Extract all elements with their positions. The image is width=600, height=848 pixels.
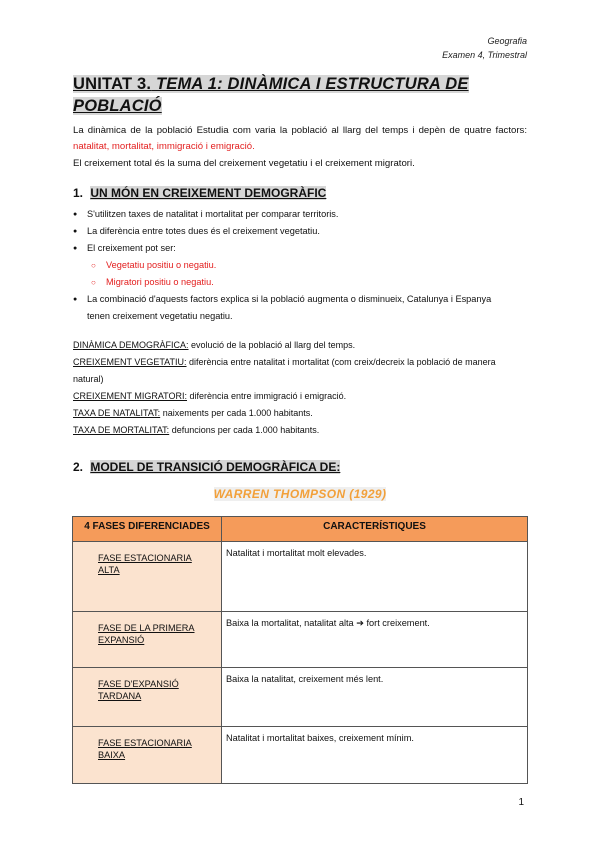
- intro-factors: natalitat, mortalitat, immigració i emigració.: [73, 141, 255, 152]
- section2-number: 2.: [73, 460, 84, 474]
- model-author-text: WARREN THOMPSON (1929): [213, 487, 387, 501]
- section1-heading: [73, 186, 326, 200]
- intro-total: El creixement total és la suma del creixement vegetatiu i el creixement migratori.: [73, 158, 415, 169]
- intro-text: La dinàmica de la població Estudia com varia la població al llarg del temps i depèn de quatre factors:: [73, 125, 527, 136]
- phase-cell: [73, 612, 222, 668]
- phases-table: [72, 516, 528, 784]
- section2-heading: [73, 460, 340, 474]
- table-row: [73, 612, 528, 668]
- header-exam: Examen 4, Trimestral: [442, 50, 527, 60]
- definition-item: [73, 405, 527, 422]
- definition-item: [73, 422, 527, 439]
- definition-text: naixements per cada 1.000 habitants.: [160, 408, 313, 418]
- definition-text: diferència entre immigració i emigració.: [187, 391, 347, 401]
- desc-cell: Baixa la mortalitat, natalitat alta ➔ fort creixement.: [222, 612, 528, 668]
- definition-item: [73, 337, 527, 354]
- table-row: [73, 668, 528, 727]
- phase-name: FASE ESTACIONARIA BAIXA: [98, 738, 192, 760]
- page-number: 1: [518, 797, 524, 808]
- table-row: [73, 727, 528, 784]
- definition-item: [73, 388, 527, 405]
- section1-bullets: [73, 206, 527, 325]
- definition-term: TAXA DE NATALITAT:: [73, 408, 161, 418]
- phase-name: FASE D'EXPANSIÓ TARDANA: [98, 679, 179, 701]
- definition-term: DINÀMICA DEMOGRÀFICA:: [73, 340, 189, 350]
- header-subject: Geografia: [487, 36, 527, 46]
- section2-title: MODEL DE TRANSICIÓ DEMOGRÀFICA DE:: [90, 460, 341, 474]
- definition-term: TAXA DE MORTALITAT:: [73, 425, 170, 435]
- section1-number: 1.: [73, 186, 84, 200]
- list-item: ● El creixement pot ser:: [73, 240, 527, 257]
- table-header-row: [73, 517, 528, 542]
- phase-cell: [73, 727, 222, 784]
- phase-cell: [73, 542, 222, 612]
- desc-cell: Natalitat i mortalitat baixes, creixement mínim.: [222, 727, 528, 784]
- phase-name: FASE DE LA PRIMERA EXPANSIÓ: [98, 623, 195, 645]
- title-topic-end: POBLACIÓ: [73, 97, 162, 115]
- model-author: [0, 487, 600, 501]
- definition-text: evolució de la població al llarg del temps.: [188, 340, 356, 350]
- sub-list-item: ○ Vegetatiu positiu o negatiu.: [73, 257, 527, 274]
- definition-item: [73, 354, 527, 388]
- phase-name: FASE ESTACIONARIA ALTA: [98, 553, 192, 575]
- list-item: ● S'utilitzen taxes de natalitat i mortalitat per comparar territoris.: [73, 206, 527, 223]
- table-header-characteristics: CARACTERÍSTIQUES: [222, 517, 528, 542]
- intro-paragraph: [73, 123, 527, 155]
- table-row: [73, 542, 528, 612]
- desc-cell: Natalitat i mortalitat molt elevades.: [222, 542, 528, 612]
- definitions: [73, 337, 527, 439]
- sub-list-item: ○ Migratori positiu o negatiu.: [73, 274, 527, 291]
- definition-term: CREIXEMENT MIGRATORI:: [73, 391, 188, 401]
- page-title: [73, 73, 527, 117]
- definition-term: CREIXEMENT VEGETATIU:: [73, 357, 187, 367]
- title-unit: UNITAT 3.: [73, 75, 152, 93]
- section1-title: UN MÓN EN CREIXEMENT DEMOGRÀFIC: [90, 186, 327, 200]
- list-item: ● La diferència entre totes dues és el creixement vegetatiu.: [73, 223, 527, 240]
- definition-text: defuncions per cada 1.000 habitants.: [169, 425, 320, 435]
- table-header-phases: 4 FASES DIFERENCIADES: [73, 517, 222, 542]
- list-item: ● La combinació d'aquests factors explica si la població augmenta o disminueix, Catalunya i Espanya tenen creixement vegetatiu negatiu.: [73, 291, 527, 325]
- definition-text: diferència entre natalitat i mortalitat (com creix/decreix la població de manera natural): [73, 357, 496, 384]
- title-topic: TEMA 1: DINÀMICA I ESTRUCTURA DE: [155, 75, 469, 93]
- phase-cell: [73, 668, 222, 727]
- desc-cell: Baixa la natalitat, creixement més lent.: [222, 668, 528, 727]
